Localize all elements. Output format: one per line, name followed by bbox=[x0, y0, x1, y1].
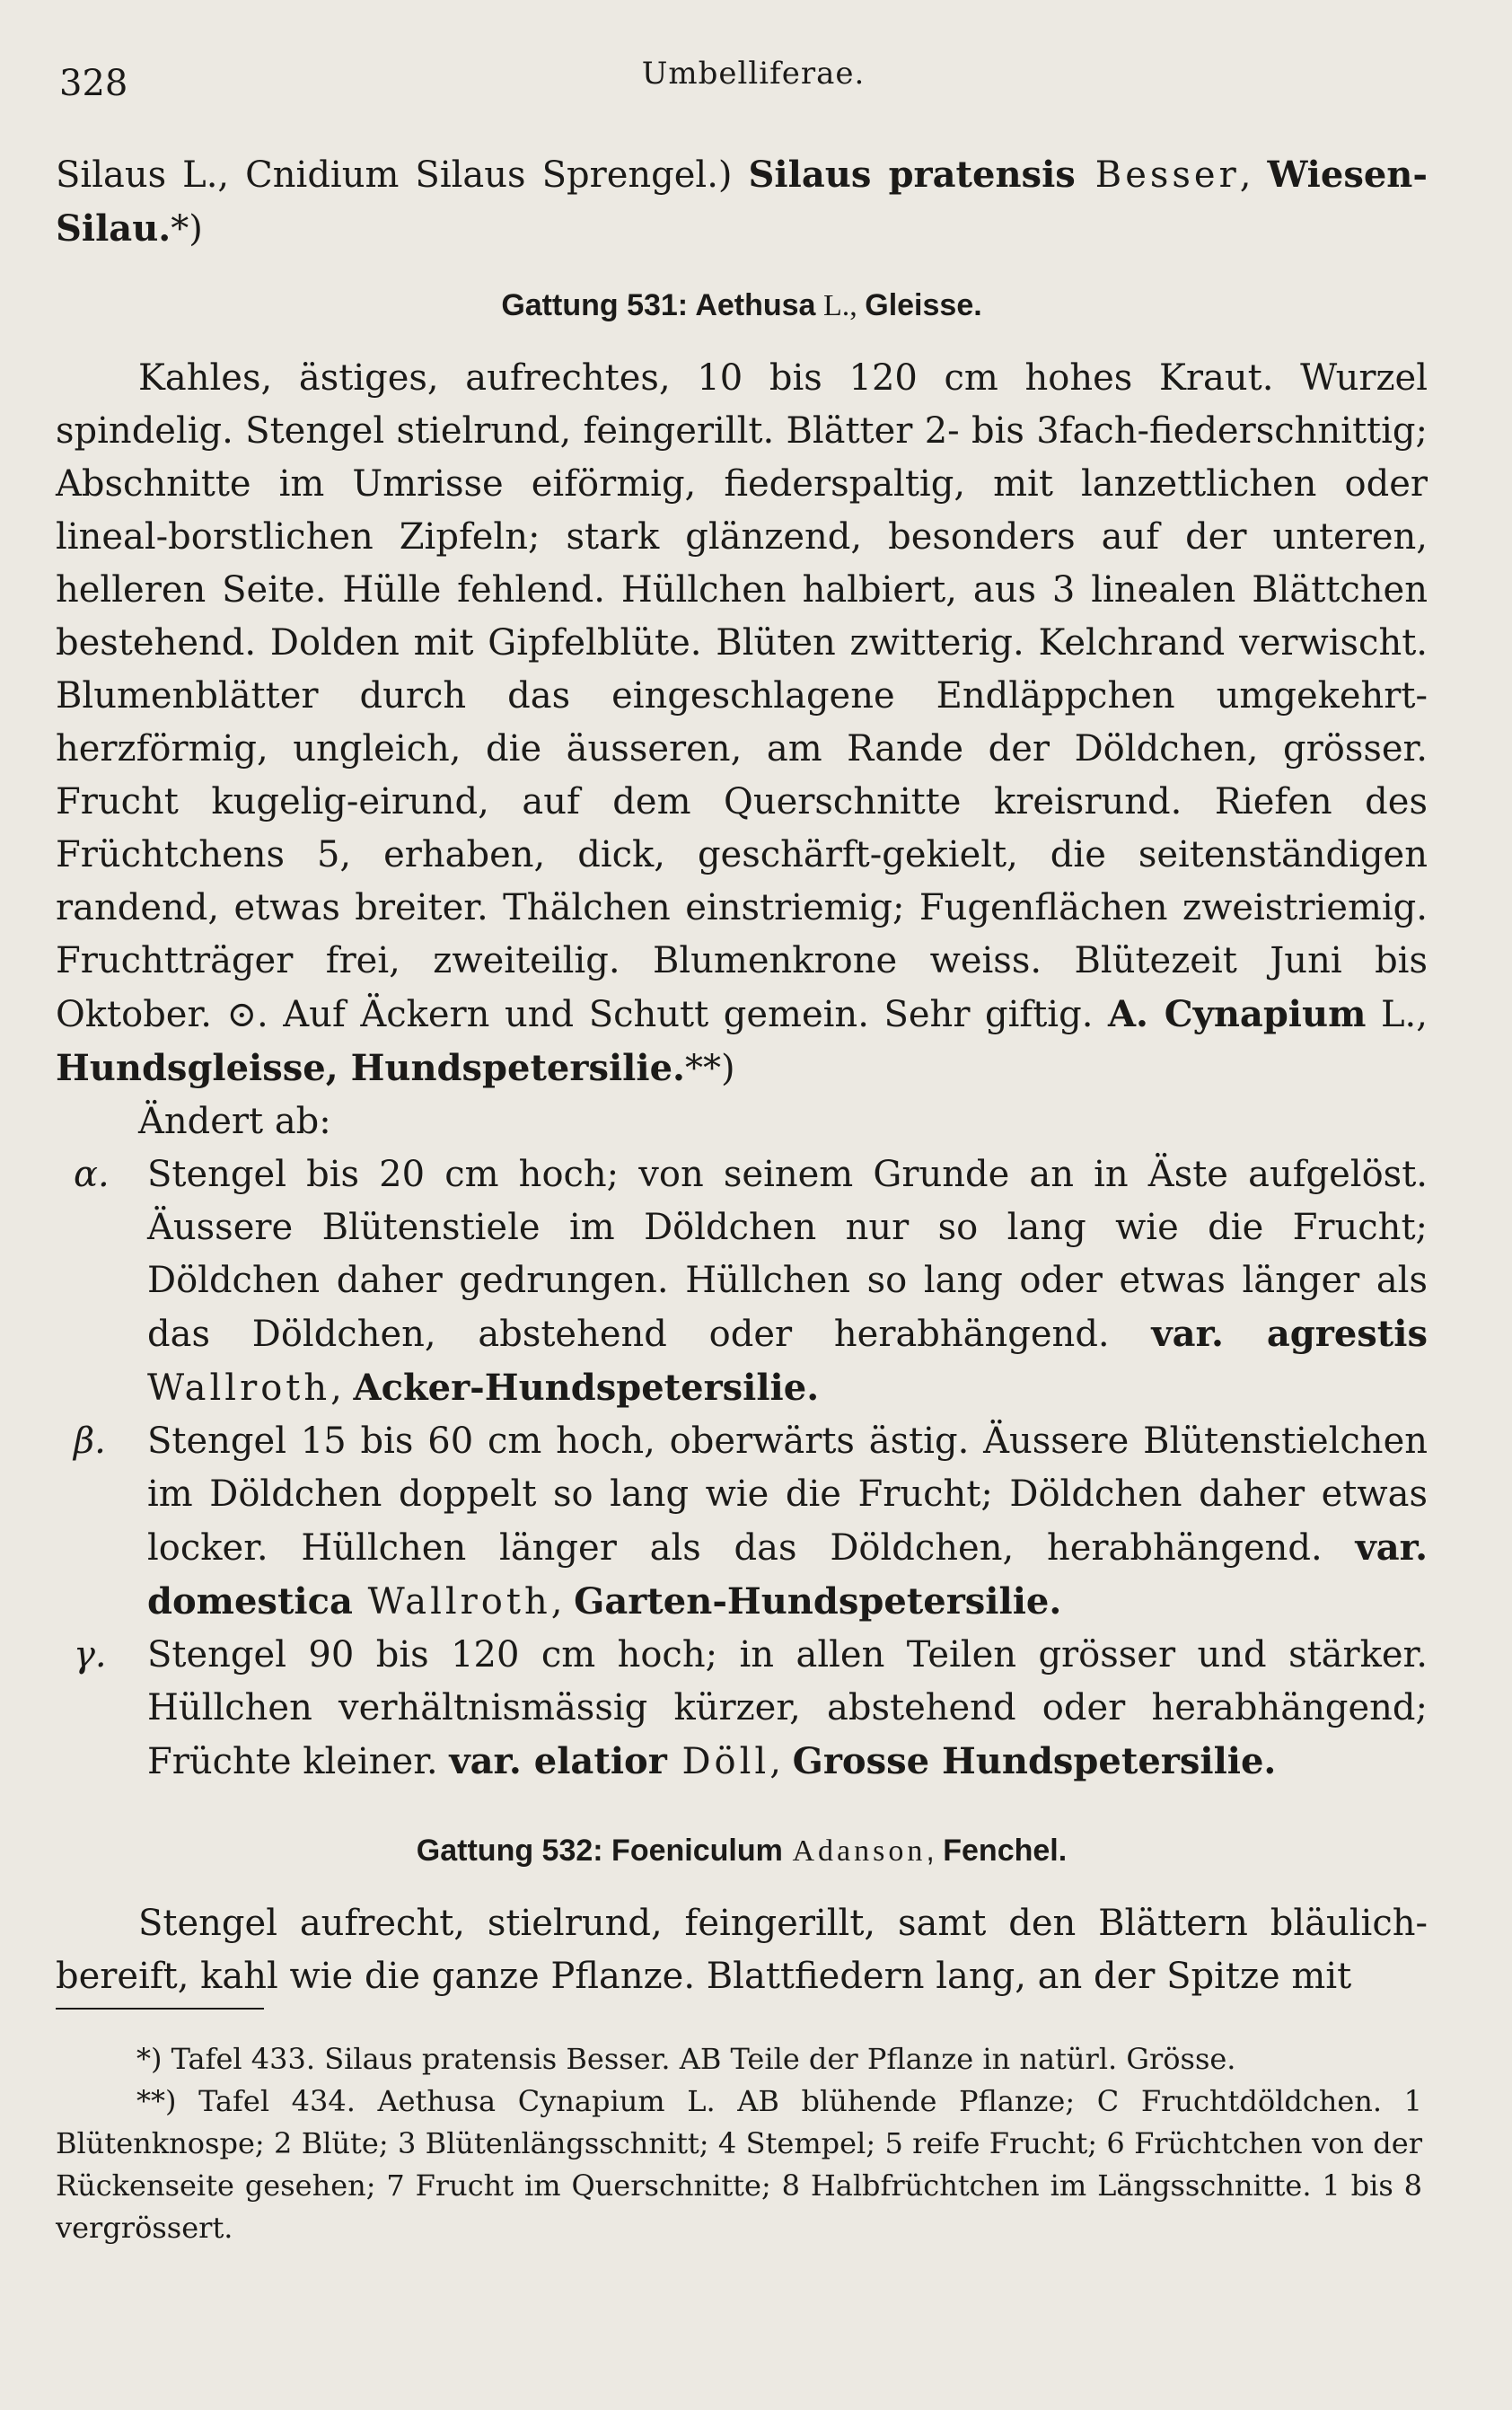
common-name: Grosse Hundspetersilie. bbox=[792, 1740, 1277, 1782]
variety-alpha: α. Stengel bis 20 cm hoch; von seinem Grunde an in Äste aufgelöst. Äussere Blütenstiele im Döldchen nur so lang wie die Frucht; Döldchen daher gedrungen. Hüllchen so lang oder etwas länger als das Döldchen, abstehend oder herabhängend. var. agrestis Wallroth, Acker-Hundspetersilie. bbox=[56, 1148, 1428, 1415]
variety-gamma: γ. Stengel 90 bis 120 cm hoch; in allen Teilen grösser und stärker. Hüllchen verhältnismässig kürzer, abstehend oder herabhängend; Früchte kleiner. var. elatior Döll, Grosse Hundspetersilie. bbox=[56, 1629, 1428, 1789]
variety-name: var. domestica bbox=[147, 1526, 1428, 1623]
common-name: Wiesen-Silau. bbox=[56, 154, 1428, 250]
footnotes bbox=[56, 2038, 1422, 2249]
variety-name: var. elatior bbox=[449, 1740, 667, 1782]
common-name: Garten-Hundspetersilie. bbox=[574, 1580, 1062, 1623]
footnote-1: *) Tafel 433. Silaus pratensis Besser. AB Teile der Pflanze in natürl. Grösse. bbox=[136, 2042, 1236, 2076]
footnote-ref: *) bbox=[171, 208, 203, 250]
page-header bbox=[57, 56, 1449, 110]
main-text bbox=[56, 148, 1428, 2003]
foeniculum-description: Stengel aufrecht, stielrund, feingerillt, samt den Blättern bläulich-bereift, kahl wie die ganze Pflanze. Blattfiedern lang, an der Spitze mit bbox=[56, 1903, 1428, 1997]
species-author: Besser bbox=[1075, 154, 1240, 196]
variety-name: var. agrestis bbox=[1151, 1313, 1428, 1355]
common-name: Hundsgleisse, Hundspetersilie. bbox=[56, 1047, 685, 1089]
common-name: Acker-Hundspetersilie. bbox=[353, 1367, 820, 1409]
running-head: Umbelliferae. bbox=[641, 56, 866, 92]
footnote-ref: **) bbox=[684, 1048, 735, 1089]
species-name: Silaus pratensis bbox=[748, 154, 1076, 196]
silaus-paragraph: Silaus L., Cnidium Silaus Sprengel.) Silaus pratensis Besser, Wiesen-Silau.*) bbox=[56, 154, 1428, 250]
variety-mark: γ. bbox=[74, 1634, 107, 1676]
genus-heading-532: Gattung 532: Foeniculum Adanson, Fenchel. bbox=[416, 1834, 1068, 1868]
variety-beta: β. Stengel 15 bis 60 cm hoch, oberwärts ästig. Äussere Blütenstielchen im Döldchen doppelt so lang wie die Frucht; Döldchen daher etwas locker. Hüllchen länger als das Döldchen, herabhängend. var. domestica Wallroth, Garten-Hundspetersilie. bbox=[56, 1415, 1428, 1629]
page-number: 328 bbox=[59, 63, 128, 104]
species-name: A. Cynapium bbox=[1108, 993, 1367, 1035]
varieties-intro: Ändert ab: bbox=[138, 1101, 331, 1142]
variety-mark: α. bbox=[74, 1154, 110, 1195]
genus-heading-531: Gattung 531: Aethusa L., Gleisse. bbox=[501, 288, 982, 322]
footnote-divider bbox=[56, 2008, 264, 2010]
variety-mark: β. bbox=[74, 1420, 106, 1462]
aethusa-description: Kahles, ästiges, aufrechtes, 10 bis 120 cm hohes Kraut. Wurzel spindelig. Stengel stielrund, feingerillt. Blätter 2- bis 3fach-fiederschnittig; Abschnitte im Umrisse eiförmig, fiederspaltig, mit lanzettlichen oder lineal-borstlichen Zipfeln; stark glänzend, besonders auf der unteren, helleren Seite. Hülle fehlend. Hüllchen halbiert, aus 3 linealen Blättchen bestehend. Dolden mit Gipfelblüte. Blüten zwitterig. Kelchrand verwischt. Blumenblätter durch das eingeschlagene Endläppchen umgekehrt-herzförmig, ungleich, die äusseren, am Rande der Döldchen, grösser. Frucht kugelig-eirund, auf dem Querschnitte kreisrund. Riefen des Früchtchens 5, erhaben, dick, geschärft-gekielt, die seitenständigen randend, etwas breiter. Thälchen einstriemig; Fugenflächen zweistriemig. Fruchtträger frei, zweiteilig. Blumenkrone weiss. Blütezeit Juni bis Oktober. ⊙. Auf Äckern und Schutt gemein. Sehr giftig. A. Cynapium L., Hundsgleisse, Hundspetersilie.**) bbox=[56, 357, 1428, 1089]
footnote-2: **) Tafel 434. Aethusa Cynapium L. AB blühende Pflanze; C Fruchtdöldchen. 1 Blütenknospe; 2 Blüte; 3 Blütenlängsschnitt; 4 Stempel; 5 reife Frucht; 6 Früchtchen von der Rückenseite gesehen; 7 Frucht im Querschnitte; 8 Halbfrüchtchen im Längsschnitte. 1 bis 8 vergrössert. bbox=[56, 2084, 1423, 2245]
